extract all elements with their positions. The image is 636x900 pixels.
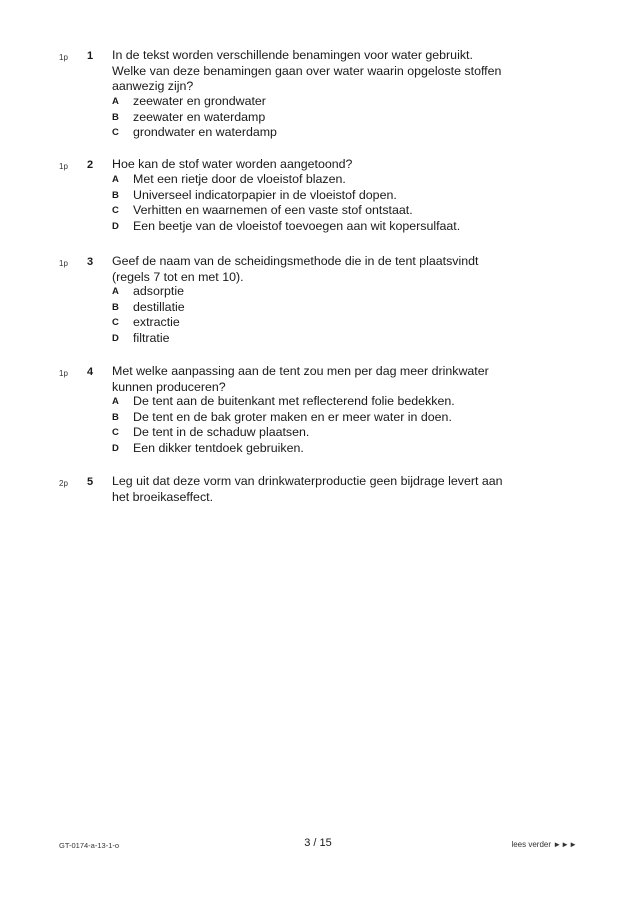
option-c xyxy=(112,203,552,219)
option-b xyxy=(112,188,552,204)
option-letter: C xyxy=(112,205,119,216)
option-c xyxy=(112,315,552,331)
option-text: Een dikker tentdoek gebruiken. xyxy=(133,440,304,455)
question-line: Met welke aanpassing aan de tent zou men per dag meer drinkwater xyxy=(112,364,489,378)
question-line: Geef de naam van de scheidingsmethode die in de tent plaatsvindt xyxy=(112,254,479,268)
option-text: De tent in de schaduw plaatsen. xyxy=(133,425,310,439)
option-c xyxy=(112,125,552,141)
option-b xyxy=(112,300,552,316)
question-line: In de tekst worden verschillende benamingen voor water gebruikt. xyxy=(112,48,473,62)
question-line: Welke van deze benamingen gaan over water waarin opgeloste stoffen xyxy=(112,63,502,78)
question-text xyxy=(112,474,552,505)
page-footer xyxy=(0,837,636,853)
option-text: destillatie xyxy=(133,299,185,314)
option-letter: B xyxy=(112,111,119,123)
option-text: zeewater en waterdamp xyxy=(133,109,266,124)
continue-label: lees verder ►►► xyxy=(511,840,577,849)
question-line: aanwezig zijn? xyxy=(112,79,194,93)
option-letter: A xyxy=(112,396,119,407)
question-line: kunnen produceren? xyxy=(112,379,226,394)
points-label: 1p xyxy=(59,53,68,62)
option-letter: A xyxy=(112,174,119,185)
option-letter: C xyxy=(112,127,119,138)
option-b xyxy=(112,410,552,426)
question-number: 4 xyxy=(87,366,94,378)
option-c xyxy=(112,425,552,441)
option-text: De tent en de bak groter maken en er meer water in doen. xyxy=(133,409,452,424)
option-text: grondwater en waterdamp xyxy=(133,125,277,139)
option-letter: D xyxy=(112,332,119,344)
option-text: Verhitten en waarnemen of een vaste stof ontstaat. xyxy=(133,203,413,217)
option-letter: B xyxy=(112,301,119,313)
option-letter: C xyxy=(112,317,119,328)
question-number: 1 xyxy=(87,50,94,62)
page-number: 3 / 15 xyxy=(304,837,332,849)
question-number: 2 xyxy=(87,159,94,171)
option-text: adsorptie xyxy=(133,284,184,298)
points-label: 1p xyxy=(59,369,68,378)
question-number: 5 xyxy=(87,476,94,488)
option-text: Met een rietje door de vloeistof blazen. xyxy=(133,172,346,186)
option-d xyxy=(112,441,552,457)
option-letter: B xyxy=(112,189,119,201)
question-text xyxy=(112,364,552,395)
option-text: De tent aan de buitenkant met reflecterend folie bedekken. xyxy=(133,394,455,408)
option-text: filtratie xyxy=(133,330,170,345)
option-letter: D xyxy=(112,220,119,232)
option-letter: A xyxy=(112,286,119,297)
question-line: Leg uit dat deze vorm van drinkwaterproductie geen bijdrage levert aan xyxy=(112,474,503,488)
question-line: (regels 7 tot en met 10). xyxy=(112,269,244,284)
option-a xyxy=(112,172,552,188)
question-line: het broeikaseffect. xyxy=(112,489,214,504)
points-label: 1p xyxy=(59,259,68,268)
option-letter: C xyxy=(112,427,119,438)
option-letter: D xyxy=(112,442,119,454)
option-a xyxy=(112,394,552,410)
exam-code: GT-0174-a-13-1-o xyxy=(59,841,120,850)
question-text xyxy=(112,48,552,95)
question-text xyxy=(112,157,552,173)
option-text: Universeel indicatorpapier in de vloeistof dopen. xyxy=(133,187,397,202)
answer-options xyxy=(112,172,552,234)
answer-options xyxy=(112,394,552,456)
option-letter: A xyxy=(112,96,119,107)
answer-options xyxy=(112,284,552,346)
option-text: zeewater en grondwater xyxy=(133,94,266,108)
option-b xyxy=(112,110,552,126)
option-text: Een beetje van de vloeistof toevoegen aan wit kopersulfaat. xyxy=(133,218,461,233)
points-label: 1p xyxy=(59,162,68,171)
option-d xyxy=(112,331,552,347)
option-text: extractie xyxy=(133,315,180,329)
question-text xyxy=(112,254,552,285)
option-d xyxy=(112,219,552,235)
points-label: 2p xyxy=(59,479,68,488)
question-number: 3 xyxy=(87,256,94,268)
answer-options xyxy=(112,94,552,141)
question-line: Hoe kan de stof water worden aangetoond? xyxy=(112,157,353,171)
option-letter: B xyxy=(112,411,119,423)
option-a xyxy=(112,94,552,110)
option-a xyxy=(112,284,552,300)
